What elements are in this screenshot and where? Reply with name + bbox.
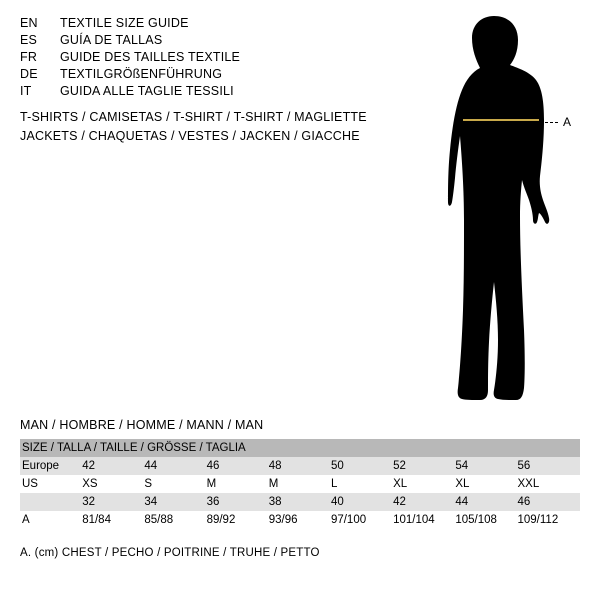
table-cell: 109/112 bbox=[517, 514, 559, 526]
language-code: FR bbox=[20, 50, 38, 64]
table-cell: 85/88 bbox=[144, 514, 174, 526]
row-label bbox=[20, 493, 82, 511]
table-cell: L bbox=[330, 478, 338, 490]
table-cell: 56 bbox=[517, 460, 531, 472]
language-text: GUIDA ALLE TAGLIE TESSILI bbox=[60, 84, 234, 98]
table-cell: XL bbox=[393, 478, 408, 490]
table-cell: XXL bbox=[517, 478, 540, 490]
table-cell: 38 bbox=[268, 496, 282, 508]
row-label: US bbox=[22, 478, 38, 490]
measure-leader-line bbox=[540, 122, 558, 123]
size-table bbox=[20, 439, 580, 529]
table-cell: 44 bbox=[455, 496, 469, 508]
table-cell: 42 bbox=[82, 460, 95, 472]
language-row bbox=[20, 16, 400, 33]
language-row bbox=[20, 33, 400, 50]
table-cell: 40 bbox=[330, 496, 344, 508]
table-cell: 105/108 bbox=[455, 514, 497, 526]
language-row bbox=[20, 84, 400, 101]
table-cell: 36 bbox=[206, 496, 220, 508]
table-cell: M bbox=[268, 478, 279, 490]
table-cell: 101/104 bbox=[393, 514, 435, 526]
language-code: IT bbox=[20, 84, 32, 98]
table-cell: S bbox=[144, 478, 153, 490]
language-code: DE bbox=[20, 67, 38, 81]
language-code: ES bbox=[20, 33, 38, 47]
table-cell: 42 bbox=[393, 496, 406, 508]
language-row bbox=[20, 50, 400, 67]
language-text: TEXTILE SIZE GUIDE bbox=[60, 16, 189, 30]
language-code: EN bbox=[20, 16, 38, 30]
table-cell: 46 bbox=[517, 496, 531, 508]
table-row bbox=[20, 511, 580, 529]
table-title: MAN / HOMBRE / HOMME / MANN / MAN bbox=[20, 418, 264, 432]
language-list bbox=[20, 16, 400, 101]
language-text: GUÍA DE TALLAS bbox=[60, 33, 163, 47]
language-text: TEXTILGRÖßENFÜHRUNG bbox=[60, 67, 223, 81]
language-text: GUIDE DES TAILLES TEXTILE bbox=[60, 50, 241, 64]
table-cell: 54 bbox=[455, 460, 469, 472]
table-cell: 93/96 bbox=[268, 514, 298, 526]
table-cell: M bbox=[206, 478, 217, 490]
chest-measure-line bbox=[400, 10, 600, 410]
table-cell: 48 bbox=[268, 460, 282, 472]
category-jackets: JACKETS / CHAQUETAS / VESTES / JACKEN / GIACCHE bbox=[20, 129, 360, 143]
row-label: Europe bbox=[22, 460, 60, 472]
category-tshirts: T-SHIRTS / CAMISETAS / T-SHIRT / T-SHIRT / MAGLIETTE bbox=[20, 110, 367, 124]
table-cell: 50 bbox=[330, 460, 344, 472]
table-cell: XS bbox=[82, 478, 98, 490]
table-row bbox=[20, 475, 580, 493]
male-silhouette-figure bbox=[400, 10, 600, 410]
table-cell: 46 bbox=[206, 460, 220, 472]
row-label: A bbox=[22, 514, 30, 526]
table-cell: 81/84 bbox=[82, 514, 111, 526]
table-header-label: SIZE / TALLA / TAILLE / GRÖSSE / TAGLIA bbox=[22, 442, 246, 454]
table-cell: 44 bbox=[144, 460, 158, 472]
size-table-block bbox=[20, 418, 580, 529]
measure-label-a: A bbox=[563, 115, 572, 129]
table-cell: 97/100 bbox=[330, 514, 367, 526]
table-cell: 32 bbox=[82, 496, 95, 508]
language-row bbox=[20, 67, 400, 84]
table-header-row bbox=[20, 439, 580, 457]
garment-categories bbox=[20, 110, 420, 148]
table-cell: 52 bbox=[393, 460, 406, 472]
table-row bbox=[20, 493, 580, 511]
table-cell: 89/92 bbox=[206, 514, 236, 526]
footnote: A. (cm) CHEST / PECHO / POITRINE / TRUHE / PETTO bbox=[20, 547, 320, 559]
table-row bbox=[20, 457, 580, 475]
table-cell: 34 bbox=[144, 496, 158, 508]
table-cell: XL bbox=[455, 478, 470, 490]
